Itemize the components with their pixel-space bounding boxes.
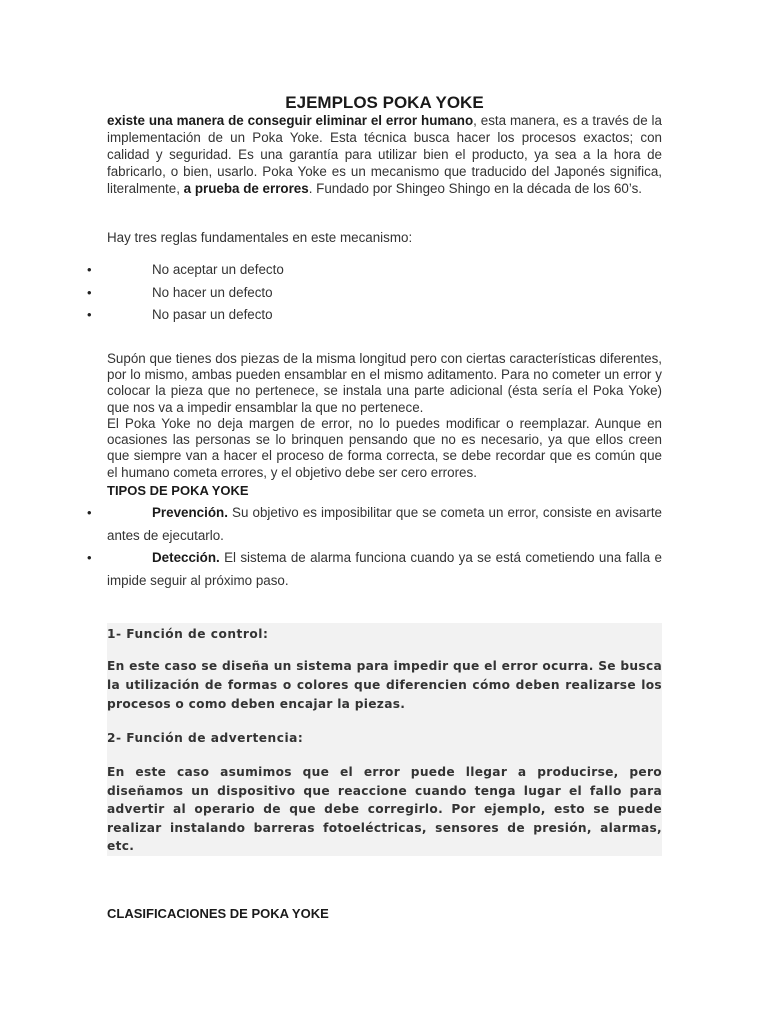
rule-text: No pasar un defecto [152,307,273,322]
classifications-heading: CLASIFICACIONES DE POKA YOKE [107,906,329,921]
intro-bold-lead: existe una manera de conseguir eliminar el error humano [107,113,474,128]
bullet-icon: • [87,285,92,300]
intro-text-2: . Fundado por Shingeo Shingo en la década de los 60’s. [308,181,642,196]
rule-text: No hacer un defecto [152,285,273,300]
intro-text-1: , esta manera, es a través de la implementación de un Poka Yoke. Esta técnica busca hacer los procesos exactos; con calidad y seguridad. Es una garantía para utilizar bien el producto, ya sea a la hora de fabricarlo, o bien, usarlo. Poka Yoke es un mecanismo que traducido del Japonés significa, literalmente, [107,113,662,196]
bullet-icon: • [87,505,92,520]
bullet-icon: • [87,262,92,277]
rule-text: No aceptar un defecto [152,262,284,277]
type-description: El sistema de alarma funciona cuando ya se está cometiendo una falla e impide seguir al próximo paso. [107,550,662,588]
type-label: Detección. [152,550,220,565]
function-heading: 1- Función de control: [107,627,269,641]
bullet-icon: • [87,550,92,565]
function-text: En este caso asumimos que el error puede llegar a producirse, pero diseñamos un dispositivo que reaccione cuando tenga lugar el fallo para advertir al operario de que debe corregirlo. Por ejemplo, esto se puede realizar instalando barreras fotoeléctricas, sensores de presión, alarmas, etc. [107,765,662,853]
intro-bold-mid: a prueba de errores [183,181,309,196]
bullet-icon: • [87,307,92,322]
rules-intro: Hay tres reglas fundamentales en este mecanismo: [107,230,413,245]
page-title: EJEMPLOS POKA YOKE [285,93,484,112]
intro-paragraph [107,112,662,197]
function-text: En este caso se diseña un sistema para impedir que el error ocurra. Se busca la utilización de formas o colores que diferencien cómo deben realizarse los procesos o como deben encajar la piezas. [107,659,662,711]
types-heading: TIPOS DE POKA YOKE [107,483,249,498]
type-description: Su objetivo es imposibilitar que se cometa un error, consiste en avisarte antes de ejecutarlo. [107,505,662,543]
body-paragraph-1: Supón que tienes dos piezas de la misma longitud pero con ciertas características diferentes, por lo mismo, ambas pueden ensamblar en el mismo aditamento. Para no cometer un error y colocar la pieza que no pertenece, se instala una parte adicional (ésta sería el Poka Yoke) que nos va a impedir ensamblar la que no pertenece. [107,351,662,415]
function-heading: 2- Función de advertencia: [107,731,304,745]
body-paragraph-2: El Poka Yoke no deja margen de error, no lo puedes modificar o reemplazar. Aunque en ocasiones las personas se lo brinquen pensando que no es necesario, ya que ellos creen que siempre van a hacer el proceso de forma correcta, se debe recordar que es común que el humano cometa errores, y el objetivo debe ser cero errores. [107,416,662,480]
type-label: Prevención. [152,505,228,520]
type-text [107,546,662,592]
type-text [107,501,662,547]
